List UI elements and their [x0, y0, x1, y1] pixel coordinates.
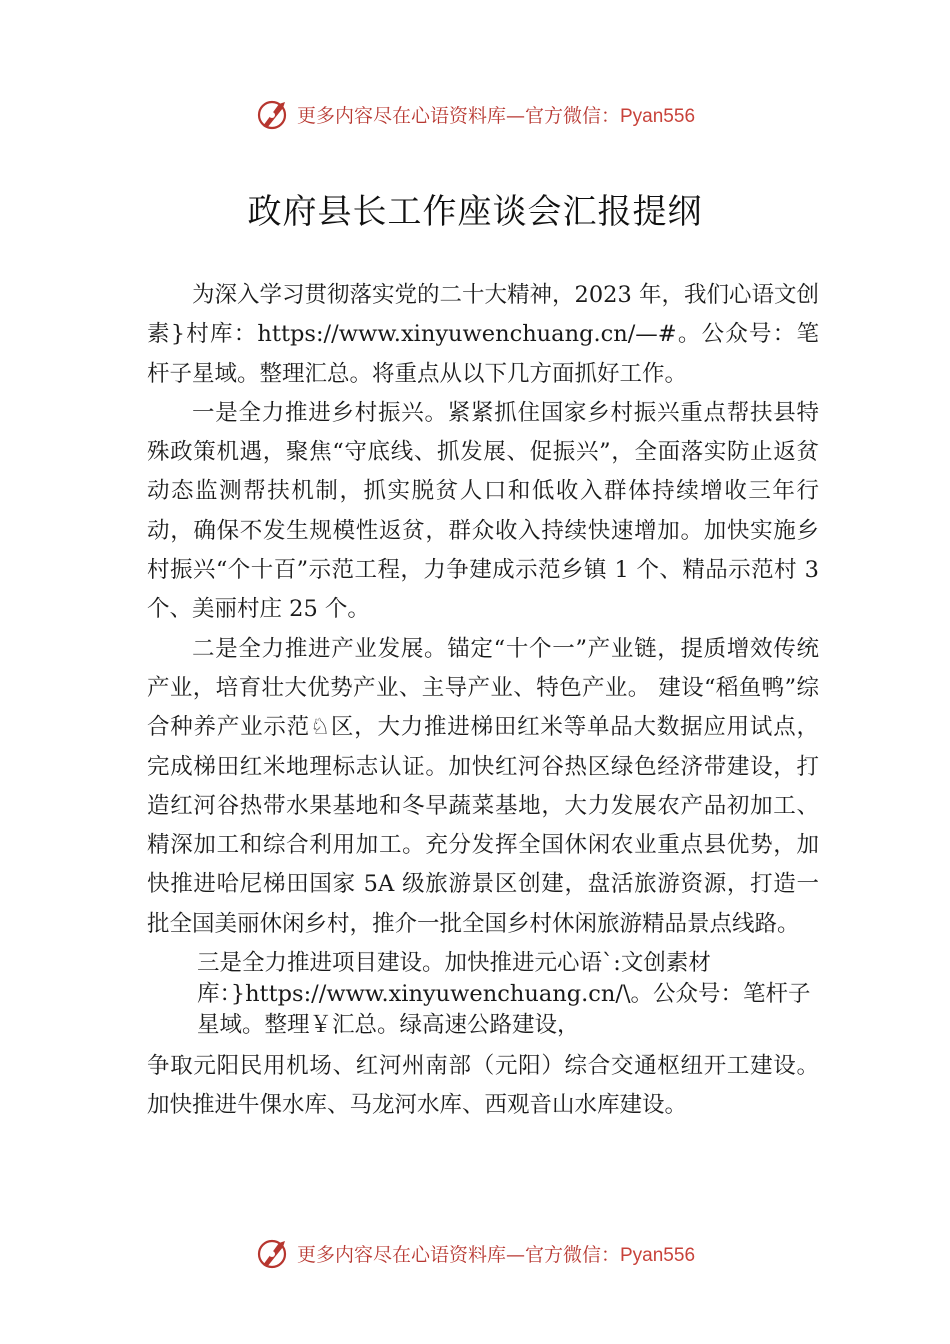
paragraph-rural-revitalization: 一是全力推进乡村振兴。紧紧抓住国家乡村振兴重点帮扶县特殊政策机遇，聚焦“守底线、抓发展、促振兴”，全面落实防止返贫动态监测帮扶机制，抓实脱贫人口和低收入群体持续增收三年行动，确保不发生规模性返贫，群众收入持续快速增加。加快实施乡村振兴“个十百”示范工程，力争建成示范乡镇 1 个、精品示范村 3 个、美丽村庄 25 个。 [147, 399, 819, 623]
paragraph-industry-development: 二是全力推进产业发展。锚定“十个一”产业链，提质增效传统产业，培育壮大优势产业、主导产业、特色产业。 建设“稻鱼鸭”综合种养产业示范♘区，大力推进梯田红米等单品大数据应用试点，完成梯田红米地理标志认证。加快红河谷热区绿色经济带建设，打造红河谷热带水果基地和冬早蔬菜基地，大力发展农产品初加工、精深加工和综合利用加工。充分发挥全国休闲农业重点县优势，加快推进哈尼梯田国家 5A 级旅游景区创建，盘活旅游资源，打造一批全国美丽休闲乡村，推介一批全国乡村休闲旅游精品景点线路。 [147, 635, 819, 937]
document-body [147, 276, 819, 1126]
page-title: 政府县长工作座谈会汇报提纲 [247, 192, 703, 232]
pen-nib-logo-icon [255, 1235, 291, 1271]
paragraph-project-continued: 争取元阳民用机场、红河州南部（元阳）综合交通枢纽开工建设。加快推进牛倮水库、马龙河水库、西观音山水库建设。 [147, 1053, 819, 1119]
wechat-id: Pyan556 [620, 1244, 696, 1266]
paragraph-intro: 为深入学习贯彻落实党的二十大精神，2023 年，我们心语文创素}村库：https://www.xinyuwenchuang.cn/—#。公众号：笔杆子星域。整理汇总。将重点从以下几方面抓好工作。 [147, 282, 819, 387]
footer-banner [0, 1233, 950, 1273]
pen-nib-logo-icon [255, 96, 291, 132]
paragraph-project-construction: 三是全力推进项目建设。加快推进元心语`:文创素材库：}https://www.xinyuwenchuang.cn/\。公众号：笔杆子星域。整理￥汇总。绿高速公路建设， [197, 950, 811, 1039]
banner-text: 更多内容尽在心语资料库—官方微信：Pyan556 [296, 1243, 696, 1266]
header-banner [0, 94, 950, 134]
wechat-id: Pyan556 [620, 105, 696, 127]
banner-text: 更多内容尽在心语资料库—官方微信：Pyan556 [296, 104, 696, 127]
